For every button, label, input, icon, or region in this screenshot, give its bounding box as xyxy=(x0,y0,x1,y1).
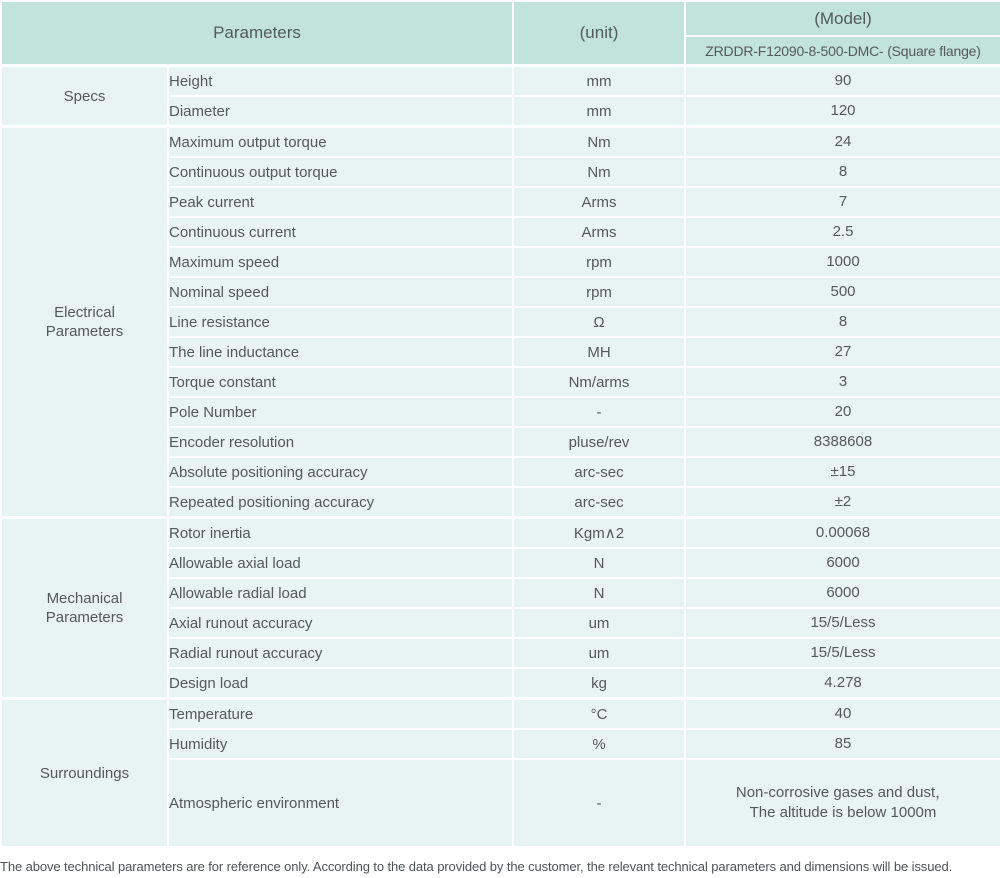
parameter-value: 0.00068 xyxy=(685,518,1000,549)
parameter-name: Nominal speed xyxy=(168,277,513,307)
parameter-name: Atmospheric environment xyxy=(168,759,513,847)
parameter-value: 85 xyxy=(685,729,1000,759)
parameter-name: Maximum speed xyxy=(168,247,513,277)
parameter-name: Design load xyxy=(168,668,513,699)
parameter-unit: mm xyxy=(513,66,685,97)
parameter-unit: Ω xyxy=(513,307,685,337)
parameter-value: 500 xyxy=(685,277,1000,307)
parameter-name: Torque constant xyxy=(168,367,513,397)
parameter-name: The line inductance xyxy=(168,337,513,367)
parameter-value: 27 xyxy=(685,337,1000,367)
parameter-unit: N xyxy=(513,548,685,578)
parameter-name: Continuous current xyxy=(168,217,513,247)
parameter-value: 24 xyxy=(685,127,1000,158)
parameter-value: ±2 xyxy=(685,487,1000,518)
header-unit: (unit) xyxy=(513,1,685,66)
parameter-unit: % xyxy=(513,729,685,759)
parameter-unit: MH xyxy=(513,337,685,367)
table-row xyxy=(1,66,1000,97)
parameter-unit: N xyxy=(513,578,685,608)
parameter-unit: Arms xyxy=(513,187,685,217)
header-parameters: Parameters xyxy=(1,1,513,66)
parameter-value: 40 xyxy=(685,699,1000,730)
parameter-value: ±15 xyxy=(685,457,1000,487)
parameter-name: Temperature xyxy=(168,699,513,730)
parameter-unit: Kgm∧2 xyxy=(513,518,685,549)
parameter-name: Peak current xyxy=(168,187,513,217)
parameter-name: Diameter xyxy=(168,96,513,127)
parameter-name: Rotor inertia xyxy=(168,518,513,549)
parameter-value: 6000 xyxy=(685,548,1000,578)
parameter-name: Axial runout accuracy xyxy=(168,608,513,638)
parameter-unit: arc-sec xyxy=(513,457,685,487)
header-model-value: ZRDDR-F12090-8-500-DMC- (Square flange) xyxy=(685,36,1000,66)
parameter-unit: Nm/arms xyxy=(513,367,685,397)
footnote-text: The above technical parameters are for reference only. According to the data provided by the customer, the relevant technical parameters and dimensions will be issued. xyxy=(0,859,953,874)
parameter-name: Humidity xyxy=(168,729,513,759)
parameter-value: 8 xyxy=(685,307,1000,337)
parameter-value: 4.278 xyxy=(685,668,1000,699)
header-row-1 xyxy=(1,1,1000,36)
parameter-value: 90 xyxy=(685,66,1000,97)
parameter-name: Absolute positioning accuracy xyxy=(168,457,513,487)
parameter-value: Non-corrosive gases and dust， The altitude is below 1000m xyxy=(685,759,1000,847)
parameter-value: 15/5/Less xyxy=(685,608,1000,638)
parameter-unit: um xyxy=(513,638,685,668)
parameter-value: 3 xyxy=(685,367,1000,397)
parameter-name: Radial runout accuracy xyxy=(168,638,513,668)
parameter-value: 20 xyxy=(685,397,1000,427)
parameter-unit: Nm xyxy=(513,157,685,187)
parameter-value: 8388608 xyxy=(685,427,1000,457)
parameter-value: 7 xyxy=(685,187,1000,217)
parameter-unit: mm xyxy=(513,96,685,127)
parameter-unit: pluse/rev xyxy=(513,427,685,457)
parameter-name: Pole Number xyxy=(168,397,513,427)
section-label: Specs xyxy=(1,66,168,127)
section-label: Mechanical Parameters xyxy=(1,518,168,699)
parameter-value: 8 xyxy=(685,157,1000,187)
section-label: Electrical Parameters xyxy=(1,127,168,518)
parameter-name: Allowable axial load xyxy=(168,548,513,578)
parameter-name: Encoder resolution xyxy=(168,427,513,457)
parameter-unit: um xyxy=(513,608,685,638)
parameter-unit: °C xyxy=(513,699,685,730)
parameter-value: 15/5/Less xyxy=(685,638,1000,668)
parameter-name: Maximum output torque xyxy=(168,127,513,158)
parameter-name: Repeated positioning accuracy xyxy=(168,487,513,518)
table-row xyxy=(1,127,1000,158)
table-row xyxy=(1,699,1000,730)
parameter-unit: - xyxy=(513,759,685,847)
parameter-name: Continuous output torque xyxy=(168,157,513,187)
parameter-unit: Nm xyxy=(513,127,685,158)
parameter-value: 2.5 xyxy=(685,217,1000,247)
parameter-name: Allowable radial load xyxy=(168,578,513,608)
parameter-value: 1000 xyxy=(685,247,1000,277)
table-row xyxy=(1,518,1000,549)
section-label: Surroundings xyxy=(1,699,168,848)
parameter-unit: - xyxy=(513,397,685,427)
parameter-unit: rpm xyxy=(513,247,685,277)
parameter-unit: arc-sec xyxy=(513,487,685,518)
parameter-value: 6000 xyxy=(685,578,1000,608)
parameter-name: Line resistance xyxy=(168,307,513,337)
table-header xyxy=(1,1,1000,66)
parameter-value: 120 xyxy=(685,96,1000,127)
header-model: (Model) xyxy=(685,1,1000,36)
parameter-unit: kg xyxy=(513,668,685,699)
parameter-unit: rpm xyxy=(513,277,685,307)
parameter-name: Height xyxy=(168,66,513,97)
parameter-unit: Arms xyxy=(513,217,685,247)
spec-table-body xyxy=(1,66,1000,848)
